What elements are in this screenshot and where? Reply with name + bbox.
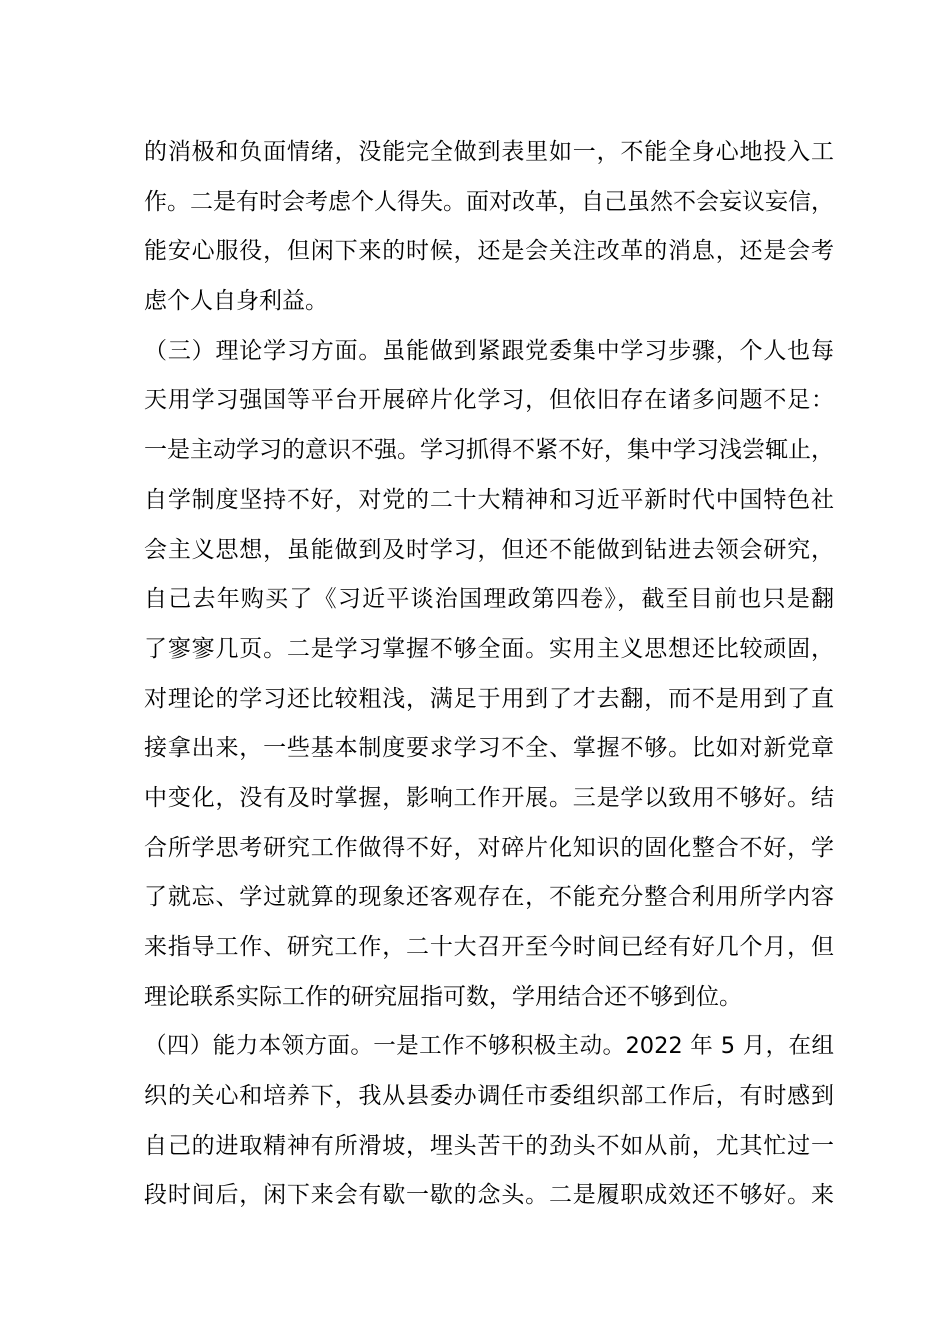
text-line: 自己去年购买了《习近平谈治国理政第四卷》，截至目前也只是翻 <box>144 586 834 613</box>
text-line: 来指导工作、研究工作，二十大召开至今时间已经有好几个月，但 <box>144 934 834 960</box>
text-line: 能安心服役，但闲下来的时候，还是会关注改革的消息，还是会考 <box>144 238 834 265</box>
text-line: 天用学习强国等平台开展碎片化学习，但依旧存在诸多问题不足： <box>144 387 834 414</box>
text-line: 段时间后，闲下来会有歇一歇的念头。二是履职成效还不够好。来 <box>144 1182 834 1209</box>
text-line: （四）能力本领方面。一是工作不够积极主动。2022 年 5 月，在组 <box>144 1033 834 1060</box>
document-body <box>144 128 834 1221</box>
text-line: 理论联系实际工作的研究屈指可数，学用结合还不够到位。 <box>144 983 742 1010</box>
text-line: 合所学思考研究工作做得不好，对碎片化知识的固化整合不好，学 <box>144 834 834 861</box>
text-line: （三）理论学习方面。虽能做到紧跟党委集中学习步骤，个人也每 <box>144 337 834 364</box>
text-line: 虑个人自身利益。 <box>144 288 328 315</box>
text-line: 作。二是有时会考虑个人得失。面对改革，自己虽然不会妄议妄信， <box>144 188 834 215</box>
text-line: 自己的进取精神有所滑坡，埋头苦干的劲头不如从前，尤其忙过一 <box>144 1132 834 1159</box>
text-line: 对理论的学习还比较粗浅，满足于用到了才去翻，而不是用到了直 <box>144 685 834 712</box>
text-line: 了就忘、学过就算的现象还客观存在，不能充分整合利用所学内容 <box>144 884 834 911</box>
text-line: 的消极和负面情绪，没能完全做到表里如一，不能全身心地投入工 <box>144 139 834 165</box>
text-line: 接拿出来，一些基本制度要求学习不全、掌握不够。比如对新党章 <box>144 735 834 762</box>
text-line: 织的关心和培养下，我从县委办调任市委组织部工作后，有时感到 <box>144 1083 834 1110</box>
text-line: 一是主动学习的意识不强。学习抓得不紧不好，集中学习浅尝辄止， <box>144 437 834 464</box>
text-line: 自学制度坚持不好，对党的二十大精神和习近平新时代中国特色社 <box>144 486 834 513</box>
text-line: 中变化，没有及时掌握，影响工作开展。三是学以致用不够好。结 <box>144 784 834 811</box>
text-line: 会主义思想，虽能做到及时学习，但还不能做到钻进去领会研究， <box>144 536 834 563</box>
text-line: 了寥寥几页。二是学习掌握不够全面。实用主义思想还比较顽固， <box>144 635 834 662</box>
